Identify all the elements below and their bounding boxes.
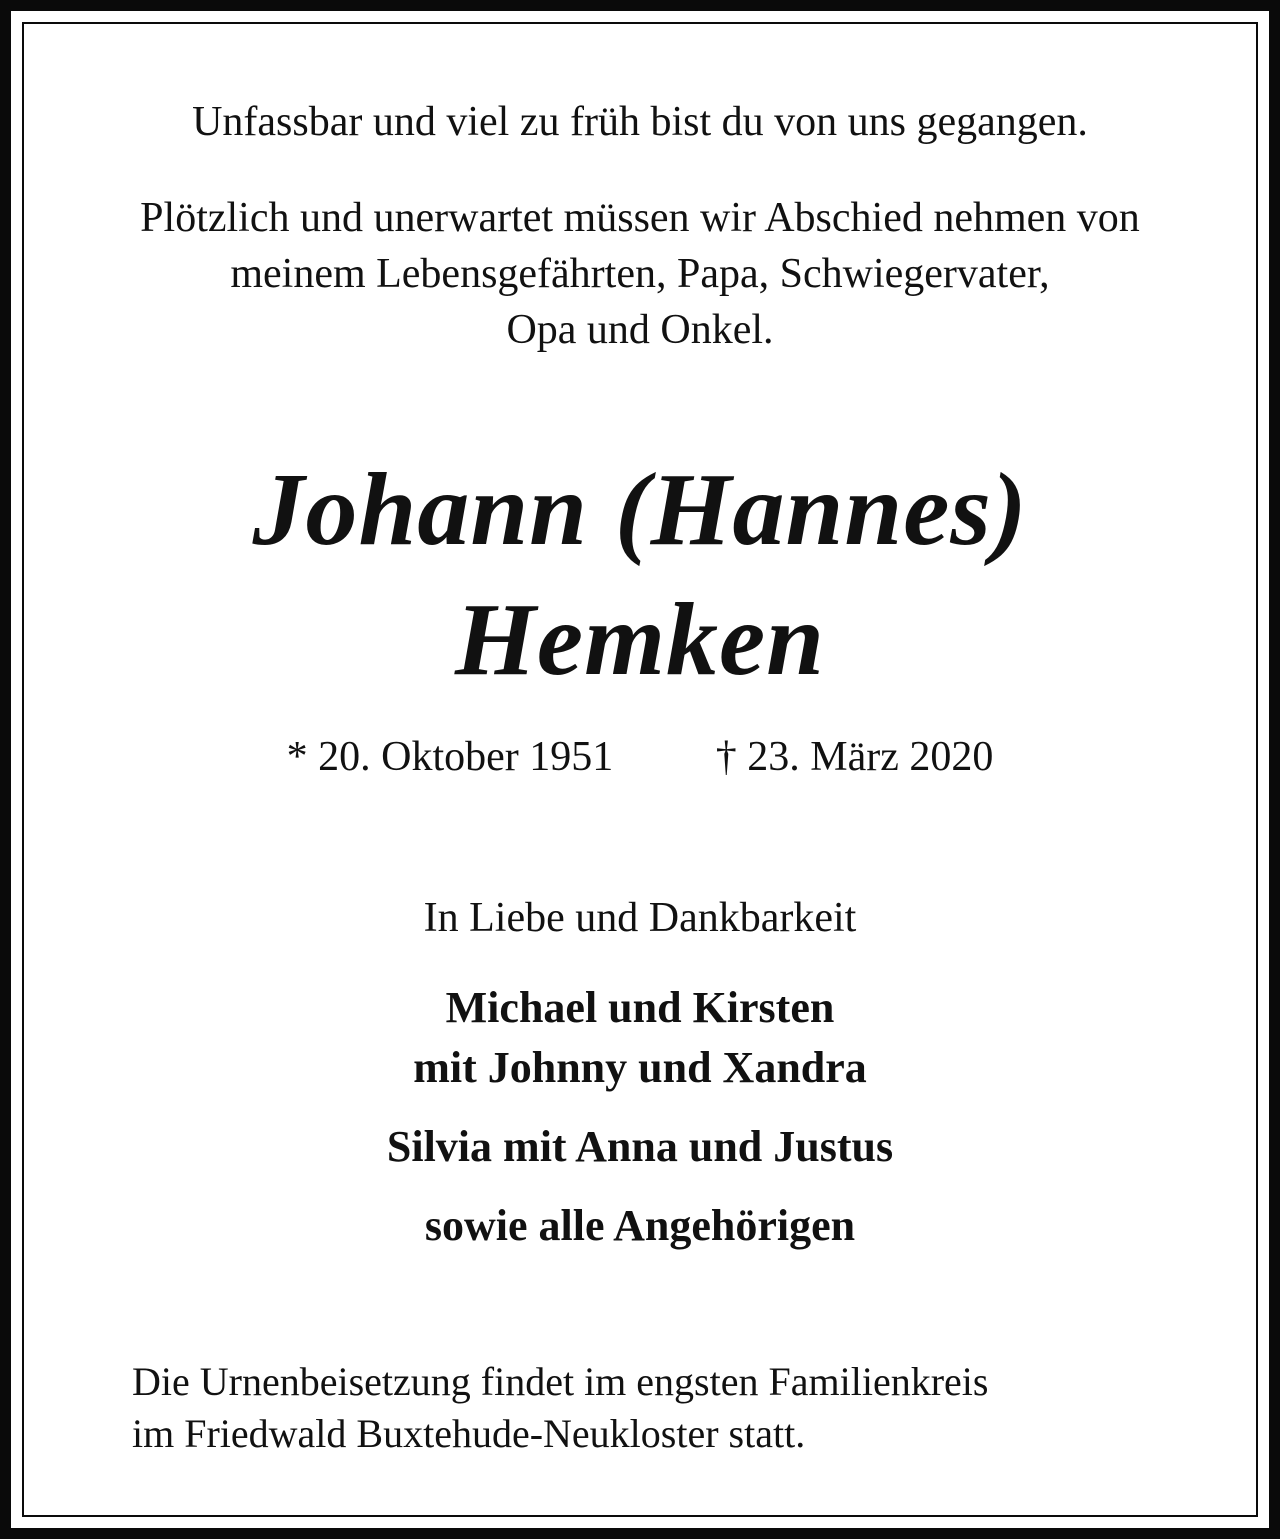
birth-date: * 20. Oktober 1951	[286, 734, 614, 780]
deceased-name-first: Johann (Hannes)	[252, 452, 1028, 567]
mourner-line: Michael und Kirsten	[445, 983, 835, 1032]
announcement-line: Plötzlich und unerwartet müssen wir Abschied nehmen von	[140, 195, 1140, 241]
death-date: † 23. März 2020	[715, 734, 994, 780]
deceased-name-last: Hemken	[455, 582, 825, 697]
mourner-line: Silvia mit Anna und Justus	[386, 1122, 894, 1171]
burial-line: Die Urnenbeisetzung findet im engsten Familienkreis	[132, 1359, 989, 1404]
life-dates	[0, 732, 1280, 782]
mourner-line: sowie alle Angehörigen	[424, 1201, 856, 1250]
thanks-text: In Liebe und Dankbarkeit	[423, 895, 857, 941]
announcement-line: Opa und Onkel.	[506, 307, 774, 353]
burial-line: im Friedwald Buxtehude-Neukloster statt.	[132, 1411, 806, 1456]
intro-text: Unfassbar und viel zu früh bist du von uns gegangen.	[192, 99, 1088, 145]
mourner-line: mit Johnny und Xandra	[413, 1043, 867, 1092]
announcement-line: meinem Lebensgefährten, Papa, Schwiegervater,	[230, 251, 1050, 297]
burial-note	[132, 1356, 988, 1460]
announcement-text	[0, 190, 1280, 358]
